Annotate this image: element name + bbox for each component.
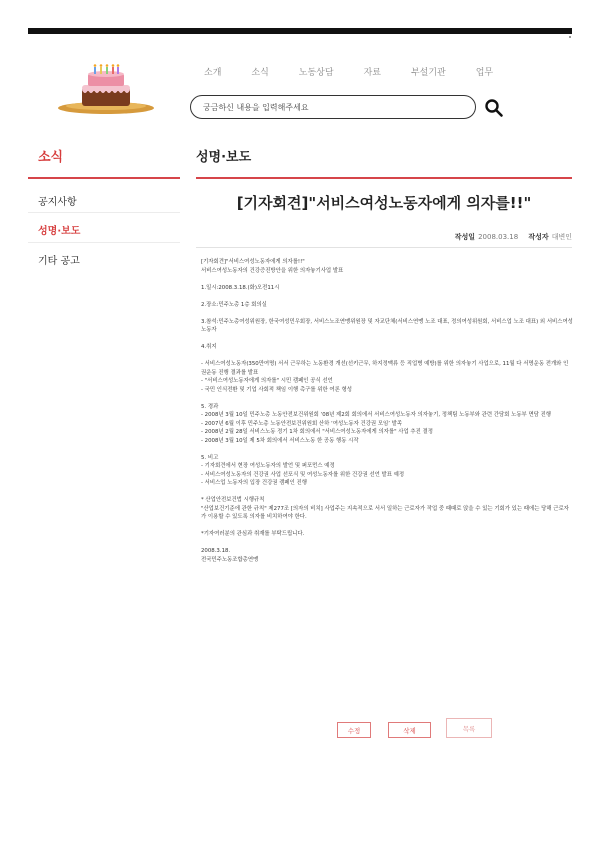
article-line: * 산업안전보건법 시행규칙: [201, 497, 265, 503]
page-title-rule: [196, 177, 572, 179]
sidebar-title: 소식: [38, 150, 64, 165]
article-body: [201, 258, 573, 564]
article-line: - 서비스업 노동자의 입장 건강권 캠페인 진행: [201, 480, 307, 486]
sidebar-title-rule: [28, 177, 180, 179]
article-line: "산업보건기준에 관한 규칙" 제277조 [의자의 비치] 사업주는 지속적으로 서서 일하는 근로자가 작업 중 때때로 앉을 수 있는 기회가 있는 때에는 당해 근로자가 이용할 수 있도록 의자를 비치하여야 한다.: [201, 505, 569, 520]
top-bar: [28, 28, 572, 34]
delete-button[interactable]: 삭제: [388, 722, 431, 738]
article-line: 1.일시:2008.3.18.(화)오전11시: [201, 284, 280, 291]
article-line: 전국민주노동조합총연맹: [201, 556, 259, 563]
article-line: [기자회견]"서비스여성노동자에게 의자를!!": [201, 259, 305, 265]
article-line: 서비스여성노동자의 건강증진방안을 위한 의자놓기사업 발표: [201, 267, 344, 274]
nav-item-about[interactable]: 소개: [204, 68, 222, 78]
date-label: 작성일: [454, 233, 476, 241]
paragraph-gap: [201, 488, 573, 497]
search-input[interactable]: [190, 95, 476, 119]
nav-item-work[interactable]: 업무: [475, 68, 494, 78]
article-line: - 기자회견에서 현장 여성노동자의 발언 및 퍼포먼스 예정: [201, 463, 335, 469]
search-placeholder: 궁금하신 내용을 입력해주세요: [203, 102, 309, 112]
article-line: 2.장소:민주노총 1층 회의실: [201, 301, 267, 308]
article-line: *기자여러분의 관심과 취재를 부탁드립니다.: [201, 531, 305, 537]
paragraph-gap: [201, 445, 573, 454]
article-line: - 2008년 2월 28일 서비스노동 정기 1차 회의에서 "서비스여성노동자에게 의자를" 사업 추진 결정: [201, 429, 433, 435]
article-line: 5. 경과: [201, 403, 219, 410]
article-line: 4.취지: [201, 344, 217, 350]
corner-dot: [569, 36, 571, 38]
page-title: 성명·보도: [196, 150, 252, 165]
edit-button[interactable]: 수정: [337, 722, 371, 738]
paragraph-gap: [201, 335, 573, 344]
article-meta: [447, 232, 572, 242]
paragraph-gap: [201, 309, 573, 318]
cake-logo-icon[interactable]: [56, 62, 156, 118]
paragraph-gap: [201, 539, 573, 548]
sidebar-item-other-notices[interactable]: 기타 공고: [38, 256, 80, 267]
meta-divider: [196, 247, 572, 248]
article-line: - 서비스여성노동자(350만여명) 서서 근무하는 노동환경 개선(선키근무, 하지정맥류 등 직업병 예방)를 위한 의자놓기 사업으로, 11월 다 서명운동 전개와 인권운동 진행 결과를 발표: [201, 361, 569, 376]
article-date: 2008.03.18: [478, 233, 519, 241]
author-label: 작성자: [528, 233, 549, 241]
article-line: - 국민 인식전환 및 기업 사회적 책임 이행 촉구를 위한 여론 형성: [201, 386, 352, 393]
paragraph-gap: [201, 352, 573, 361]
sidebar-item-notice[interactable]: 공지사항: [38, 197, 77, 208]
article-author: 대변인: [551, 233, 572, 241]
article-title: [기자회견]"서비스여성노동자에게 의자를!!": [236, 194, 532, 212]
paragraph-gap: [201, 394, 573, 403]
nav-item-resources[interactable]: 자료: [363, 68, 381, 78]
sidebar-divider: [28, 212, 180, 213]
nav-item-news[interactable]: 소식: [251, 68, 269, 78]
article-line: - 서비스여성노동자의 건강권 사업 선포식 및 여성노동자를 위한 건강권 선언 발표 예정: [201, 471, 405, 478]
article-line: - "서비스여성노동자에게 의자를" 시민 캠페인 공식 선언: [201, 378, 333, 384]
search-icon[interactable]: [484, 98, 504, 118]
nav-item-affiliates[interactable]: 부설기관: [410, 68, 446, 78]
article-line: 5. 비고: [201, 454, 219, 461]
article-line: - 2007년 6월 이후 민주노총 노동안전보건위원회 산하 ‘여성노동자 건강권 모임’ 발족: [201, 420, 403, 427]
paragraph-gap: [201, 292, 573, 301]
paragraph-gap: [201, 275, 573, 284]
article-line: 2008.3.18.: [201, 548, 231, 554]
nav-item-labor-consulting[interactable]: 노동상담: [298, 68, 334, 78]
paragraph-gap: [201, 522, 573, 531]
article-line: - 2008년 3월 10일 제 5차 회의에서 서비스노동 한 공동 행동 시작: [201, 437, 359, 444]
article-line: 3.참석:민주노총여성위원장, 한국여성민우회장, 서비스노조연맹위원장 및 자교단체(서비스연맹 노조 대표, 정의여성위원회, 서비스업 노조 대표) 외 서비스여성노동자: [201, 318, 573, 333]
sidebar-item-statements[interactable]: 성명·보도: [38, 226, 81, 237]
article-line: - 2008년 3월 10일 민주노총 노동안전보건위원회 ‘08년 제2회 회의에서 서비스여성노동자 의자놓기, 정책팀 노동부와 관련 간담회 노동부 면담 진행: [201, 412, 551, 418]
main-nav: [204, 65, 523, 78]
sidebar-divider: [28, 242, 180, 243]
list-button[interactable]: 목록: [446, 718, 492, 738]
